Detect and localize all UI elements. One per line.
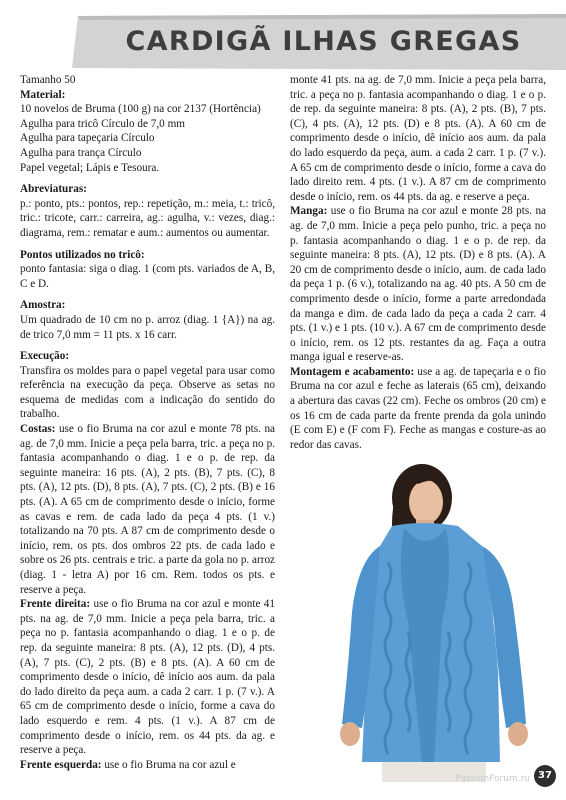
material-heading: Material: xyxy=(20,88,66,101)
page-number-badge: 37 xyxy=(534,765,556,787)
sleeve-instructions xyxy=(290,204,546,365)
execution-heading: Execução: xyxy=(20,350,70,363)
model-photo xyxy=(322,462,546,782)
sleeve-text: use o fio Bruma na cor azul e monte 28 pts. na ag. de 7,0 mm. Inicie a peça pelo punho, tric. a peça no p. fantasia acompanhando o diag. 1 e o p. de rep. da seguinte maneira: 8 pts. (A), 12 pts. (D) e 8 pts. (A). A 20 cm de comprimento desde o início, aum. de cada lado da peça 1 p. (6 v.), totalizando na ag. 40 pts. A 50 cm de comprimento desde o início, forme a parte arredondada da manga e dim. de cada lado da peça a cada 2 carr. 4 pts. (1 v.) e 1 pts. (10 v.). A 67 cm de comprimento desde o início, rem. os 12 pts. restantes da ag. Faça a outra manga igual e reserve-as. xyxy=(290,205,546,364)
assembly-text: use a ag. de tapeçaria e o fio Bruma na cor azul e feche as laterais (65 cm), deixando a abertura das cavas (22 cm). Feche os ombros (20 cm) e os 16 cm de cada parte da frente prenda da gola unindo (E com E) e (F com F). Feche as mangas e costure-as ao redor das cavas. xyxy=(290,365,546,451)
watermark: PassionForum.ru xyxy=(455,774,530,784)
material-line: Agulha para trança Círculo xyxy=(20,146,142,159)
stitches-heading: Pontos utilizados no tricô: xyxy=(20,248,145,261)
sample-text: Um quadrado de 10 cm no p. arroz (diag. 1 {A}) na ag. de trico 7,0 mm = 11 pts. x 16 carr. xyxy=(20,313,275,341)
material-line: Agulha para tapeçaria Círculo xyxy=(20,132,155,145)
material-line: Papel vegetal; Lápis e Tesoura. xyxy=(20,161,160,174)
abbreviations-text: p.: ponto, pts.: pontos, rep.: repetição, m.: meia, t.: tricô, tric.: tricote, carr.: carreira, ag.: agulha, v.: vezes, diag.: diagrama, rem.: rematar e aum.: aumentos ou aumentar. xyxy=(20,197,275,239)
sleeve-label: Manga: xyxy=(290,205,328,218)
cardigan-model-illustration xyxy=(322,462,546,782)
right-front-instructions xyxy=(20,597,275,758)
right-front-label: Frente direita: xyxy=(20,598,91,611)
execution-text: Transfira os moldes para o papel vegetal para usar como referência na execução da peça. Observe as setas no esquema de medidas com a indicação do sentido do trabalho. xyxy=(20,364,275,421)
title-banner xyxy=(0,0,566,72)
page-title: CARDIGÃ ILHAS GREGAS xyxy=(125,26,522,57)
assembly-label: Montagem e acabamento: xyxy=(290,365,415,378)
size-line: Tamanho 50 xyxy=(20,74,76,86)
material-line: Agulha para tricô Círculo de 7,0 mm xyxy=(20,117,185,130)
back-instructions xyxy=(20,422,275,597)
right-column xyxy=(290,73,546,452)
right-front-text: use o fio Bruma na cor azul e monte 41 pts. na ag. de 7,0 mm. Inicie a peça pela barra, tric. a peça no p. fantasia acompanhando o diag. 1 e o p. de rep. da seguinte maneira: 8 pts. (A), 12 pts. (D), 4 pts. (A), 7 pts. (C), 2 pts. (B) e 8 pts. (A). A 60 cm de comprimento desde o início, dê início aos aum. da pala do lado direito da peça aum. a cada 2 carr. 1 p. (7 v.). A 65 cm de comprimento desde o início, forme a cava do lado esquerdo e rem. 4 pts. (1 v.). A 87 cm de comprimento desde o início, rem. os 44 pts. da ag. e reserve a peça. xyxy=(20,598,275,757)
back-text: use o fio Bruma na cor azul e monte 78 pts. na ag. de 7,0 mm. Inicie a peça pela barra, tric. a peça no p. fantasia acompanhando o diag. 1 e o p. de rep. da seguinte maneira: 16 pts. (A), 2 pts. (B), 7 pts. (C), 8 pts. (A), 12 pts. (D), 8 pts. (A), 7 pts. (C), 2 pts. (B) e 16 pts. (A). A 65 cm de comprimento desde o início, forme as cavas e rem. de cada lado da peça 4 pts. (1 v.) totalizando na 70 pts. A 87 cm de comprimento desde o início, rem. os pts. dos ombros 22 pts. de cada lado e sobre os 26 pts. centrais e tric. a parte da gola no p. arroz (diag. 1 - letra A) por 16 cm. Rem. todos os pts. e reserve a peça. xyxy=(20,423,275,596)
abbreviations-heading: Abreviaturas: xyxy=(20,183,87,196)
back-label: Costas: xyxy=(20,423,56,436)
left-column xyxy=(20,73,275,772)
stitches-text: ponto fantasia: siga o diag. 1 (com pts. variados de A, B, C e D. xyxy=(20,263,275,290)
sample-heading: Amostra: xyxy=(20,299,66,312)
material-line: 10 novelos de Bruma (100 g) na cor 2137 (Hortência) xyxy=(20,103,261,116)
left-front-label: Frente esquerda: xyxy=(20,758,102,771)
left-front-continued: monte 41 pts. na ag. de 7,0 mm. Inicie a peça pela barra, tric. a peça no p. fantasia acompanhando o diag. 1 e o p. de rep. da seguinte maneira: 8 pts. (A), 2 pts. (B), 7 pts. (C), 4 pts. (A), 12 pts. (D) e 8 pts. (A). A 60 cm de comprimento desde o início, dê início aos aum. da pala do lado esquerdo da peça, aum. a cada 2 carr. 1 p. (7 v.). A 65 cm de comprimento desde o início, forme a cava do lado direito rem. 4 pts. (1 v.). A 87 cm de comprimento desde o início, rem. os 44 pts. da ag. e reserve a peça. xyxy=(290,74,546,203)
left-front-text: use o fio Bruma na cor azul e xyxy=(101,758,236,771)
left-front-instructions xyxy=(20,758,275,773)
assembly-instructions xyxy=(290,365,546,453)
